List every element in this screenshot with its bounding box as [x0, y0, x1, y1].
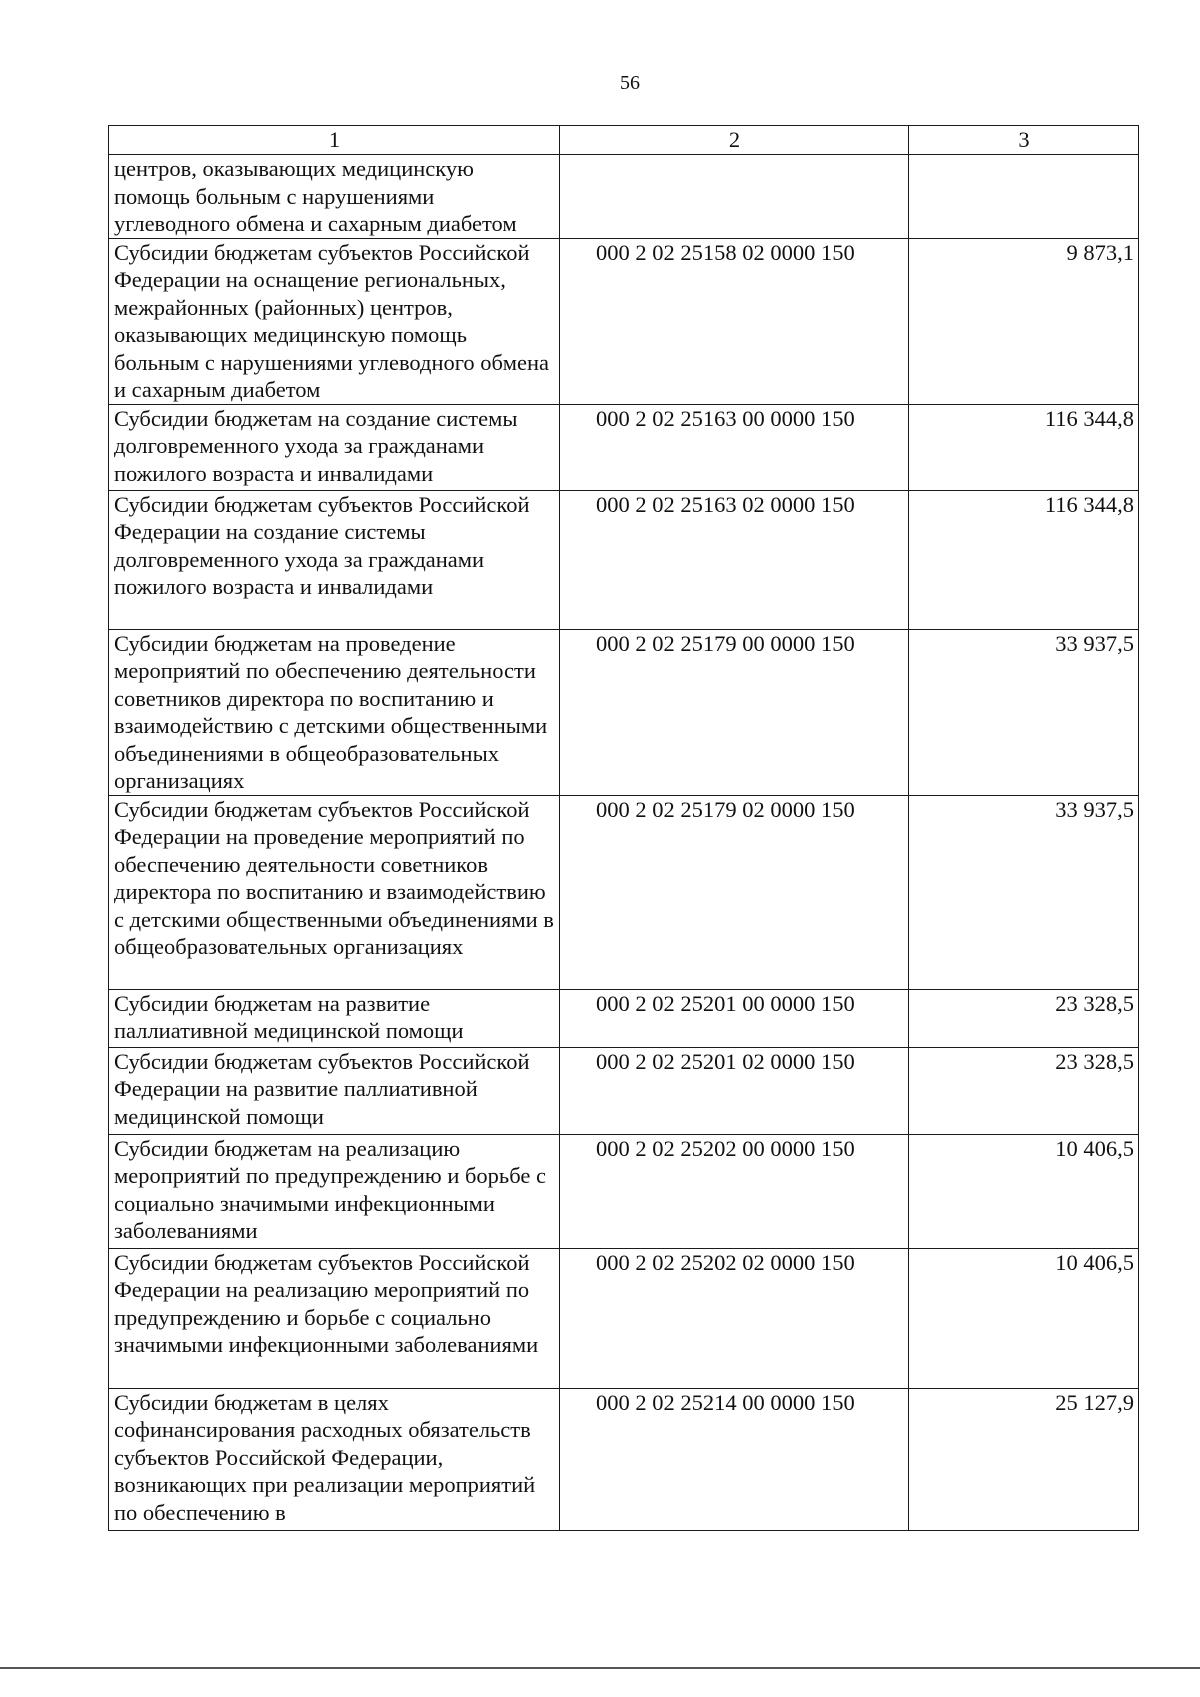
row-amount: 23 328,5 — [909, 1047, 1139, 1134]
row-code: 000 2 02 25179 00 0000 150 — [560, 629, 909, 795]
row-description: Субсидии бюджетам субъектов Российской Федерации на реализацию мероприятий по предупреждению и борьбе с социально значимыми инфекционными заболеваниями — [109, 1248, 560, 1388]
row-description: Субсидии бюджетам субъектов Российской Федерации на оснащение региональных, межрайонных (районных) центров, оказывающих медицинскую помощь больным с нарушениями углеводного обмена и сахарным диабетом — [109, 238, 560, 404]
row-amount: 23 328,5 — [909, 989, 1139, 1047]
row-description: Субсидии бюджетам на создание системы долговременного ухода за гражданами пожилого возраста и инвалидами — [109, 404, 560, 490]
table-row — [109, 1134, 1139, 1248]
row-amount: 33 937,5 — [909, 629, 1139, 795]
row-code: 000 2 02 25179 02 0000 150 — [560, 795, 909, 989]
table-body — [109, 155, 1139, 1531]
row-description: Субсидии бюджетам на проведение мероприятий по обеспечению деятельности советников директора по воспитанию и взаимодействию с детскими общественными объединениями в общеобразовательных организациях — [109, 629, 560, 795]
budget-table — [108, 125, 1139, 1531]
header-row — [109, 126, 1139, 155]
table-row — [109, 1248, 1139, 1388]
row-amount — [909, 155, 1139, 239]
row-code: 000 2 02 25201 00 0000 150 — [560, 989, 909, 1047]
row-description: Субсидии бюджетам на развитие паллиативной медицинской помощи — [109, 989, 560, 1047]
row-description: Субсидии бюджетам субъектов Российской Федерации на создание системы долговременного ухода за гражданами пожилого возраста и инвалидами — [109, 490, 560, 629]
row-amount: 10 406,5 — [909, 1134, 1139, 1248]
row-code: 000 2 02 25163 00 0000 150 — [560, 404, 909, 490]
row-code: 000 2 02 25202 00 0000 150 — [560, 1134, 909, 1248]
table-row — [109, 795, 1139, 989]
row-code: 000 2 02 25158 02 0000 150 — [560, 238, 909, 404]
row-code: 000 2 02 25214 00 0000 150 — [560, 1388, 909, 1530]
row-code: 000 2 02 25202 02 0000 150 — [560, 1248, 909, 1388]
row-description: Субсидии бюджетам на реализацию мероприятий по предупреждению и борьбе с социально значимыми инфекционными заболеваниями — [109, 1134, 560, 1248]
row-amount: 33 937,5 — [909, 795, 1139, 989]
row-code: 000 2 02 25163 02 0000 150 — [560, 490, 909, 629]
table-row — [109, 404, 1139, 490]
table-row — [109, 989, 1139, 1047]
table-row — [109, 1047, 1139, 1134]
column-header-3: 3 — [909, 126, 1139, 155]
row-amount: 116 344,8 — [909, 490, 1139, 629]
table-row — [109, 1388, 1139, 1530]
row-description: Субсидии бюджетам в целях софинансирования расходных обязательств субъектов Российской Федерации, возникающих при реализации мероприятий по обеспечению в — [109, 1388, 560, 1530]
row-description: центров, оказывающих медицинскую помощь больным с нарушениями углеводного обмена и сахарным диабетом — [109, 155, 560, 239]
table-header — [109, 126, 1139, 155]
column-header-1: 1 — [109, 126, 560, 155]
row-code — [560, 155, 909, 239]
row-description: Субсидии бюджетам субъектов Российской Федерации на проведение мероприятий по обеспечению деятельности советников директора по воспитанию и взаимодействию с детскими общественными объединениями в общеобразовательных организациях — [109, 795, 560, 989]
page-number: 56 — [620, 72, 640, 94]
row-amount: 10 406,5 — [909, 1248, 1139, 1388]
table-row — [109, 155, 1139, 239]
row-amount: 116 344,8 — [909, 404, 1139, 490]
row-description: Субсидии бюджетам субъектов Российской Федерации на развитие паллиативной медицинской помощи — [109, 1047, 560, 1134]
scan-edge-line — [0, 1667, 1200, 1669]
row-amount: 9 873,1 — [909, 238, 1139, 404]
table-row — [109, 629, 1139, 795]
row-amount: 25 127,9 — [909, 1388, 1139, 1530]
table-row — [109, 238, 1139, 404]
column-header-2: 2 — [560, 126, 909, 155]
row-code: 000 2 02 25201 02 0000 150 — [560, 1047, 909, 1134]
table-row — [109, 490, 1139, 629]
